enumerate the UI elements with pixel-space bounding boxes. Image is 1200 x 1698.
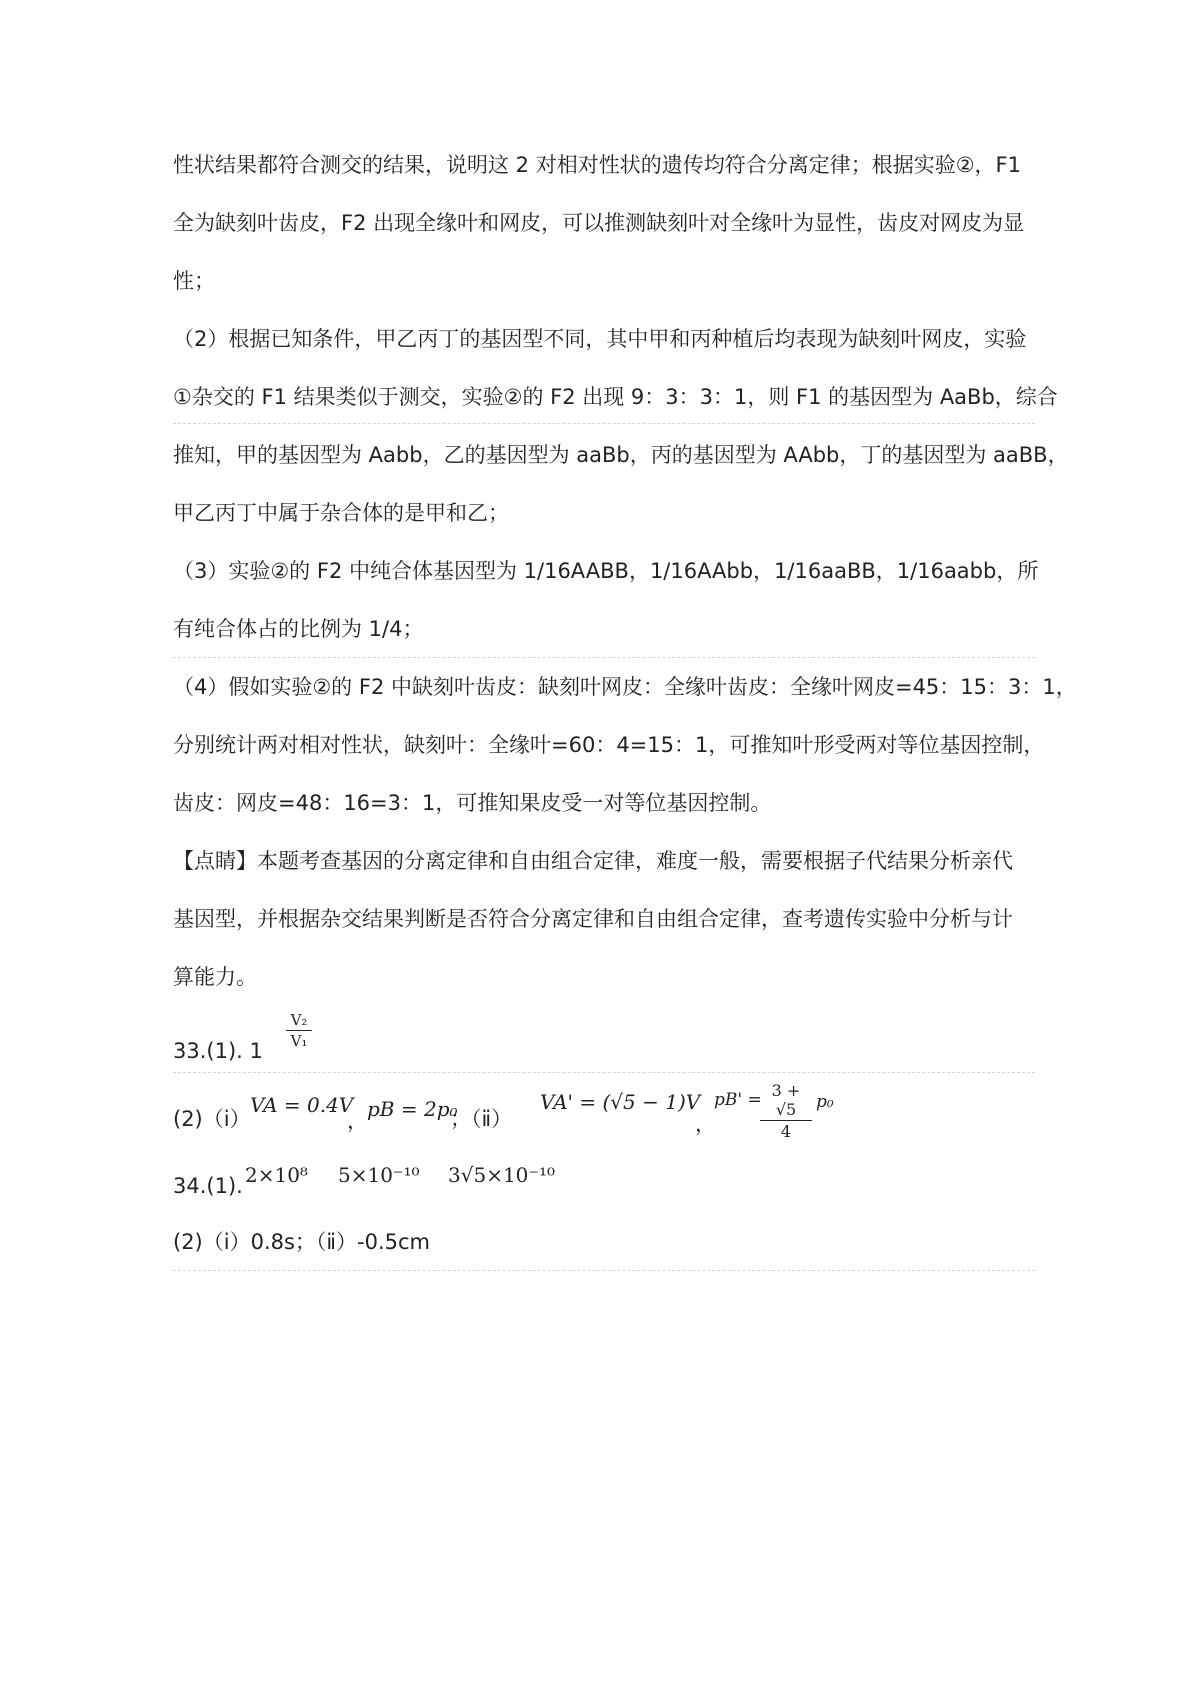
paragraph-line: ①杂交的 F1 结果类似于测交，实验②的 F2 出现 9：3：3：1，则 F1 的基因型为 AaBb，综合 (173, 385, 1058, 409)
q33-comma: ， (347, 1109, 368, 1133)
q33-pb-prime-rhs: p₀ (816, 1092, 834, 1112)
q33-va-formula: VA = 0.4V (250, 1093, 354, 1117)
q33-fraction-denominator: V₁ (290, 1032, 308, 1050)
q34-value-3: 3√5×10⁻¹⁰ (448, 1163, 555, 1187)
q33-label: 33.(1). 1 (173, 1039, 263, 1063)
divider (173, 1072, 1035, 1073)
paragraph-line: （3）实验②的 F2 中纯合体基因型为 1/16AABB，1/16AAbb，1/16aaBB，1/16aabb，所 (173, 559, 1039, 583)
divider (173, 657, 1035, 658)
q33-fraction (286, 1011, 312, 1050)
q33-pb-formula: pB = 2p₀ (367, 1097, 458, 1121)
q34-label: 34.(1). (173, 1174, 243, 1198)
divider (173, 423, 1035, 424)
paragraph-line: 性； (173, 269, 215, 293)
paragraph-line: 性状结果都符合测交的结果，说明这 2 对相对性状的遗传均符合分离定律；根据实验②，F1 (173, 153, 1021, 177)
paragraph-line: （2）根据已知条件，甲乙丙丁的基因型不同，其中甲和丙种植后均表现为缺刻叶网皮，实验 (173, 327, 1027, 351)
q33-pb-prime-lhs: pB' = (714, 1090, 762, 1110)
paragraph-line: 甲乙丙丁中属于杂合体的是甲和乙； (173, 501, 509, 525)
divider (173, 1270, 1035, 1271)
paragraph-line: 算能力。 (173, 965, 257, 989)
q33-separator: ；（ⅱ） (450, 1107, 513, 1131)
q33-va-prime-formula: VA' = (√5 − 1)V (540, 1090, 701, 1114)
paragraph-line: 齿皮：网皮=48：16=3：1，可推知果皮受一对等位基因控制。 (173, 791, 772, 815)
paragraph-line: 【点睛】本题考查基因的分离定律和自由组合定律，难度一般，需要根据子代结果分析亲代 (173, 849, 1013, 873)
paragraph-line: 分别统计两对相对性状，缺刻叶：全缘叶=60：4=15：1，可推知叶形受两对等位基因控制， (173, 733, 1045, 757)
q34-part2: (2)（ⅰ）0.8s；（ⅱ）-0.5cm (173, 1230, 431, 1254)
q33-comma: ， (695, 1112, 716, 1136)
q33-pb-prime-fraction (760, 1081, 812, 1141)
paragraph-line: 全为缺刻叶齿皮，F2 出现全缘叶和网皮，可以推测缺刻叶对全缘叶为显性，齿皮对网皮为显 (173, 211, 1025, 235)
paragraph-line: （4）假如实验②的 F2 中缺刻叶齿皮：缺刻叶网皮：全缘叶齿皮：全缘叶网皮=45：15：3：1， (173, 675, 1077, 699)
q33-fraction-numerator: V₂ (286, 1011, 312, 1031)
q33-pb-prime-denominator: 4 (780, 1122, 792, 1141)
paragraph-line: 基因型，并根据杂交结果判断是否符合分离定律和自由组合定律，查考遗传实验中分析与计 (173, 907, 1013, 931)
q33-part2-prefix: (2)（ⅰ） (173, 1107, 251, 1131)
q34-value-2: 5×10⁻¹⁰ (338, 1163, 420, 1187)
q34-value-1: 2×10⁸ (245, 1163, 308, 1187)
paragraph-line: 推知，甲的基因型为 Aabb，乙的基因型为 aaBb，丙的基因型为 AAbb，丁的基因型为 aaBB， (173, 443, 1069, 467)
q33-pb-prime-numerator: 3 + √5 (760, 1081, 812, 1121)
paragraph-line: 有纯合体占的比例为 1/4； (173, 617, 424, 641)
